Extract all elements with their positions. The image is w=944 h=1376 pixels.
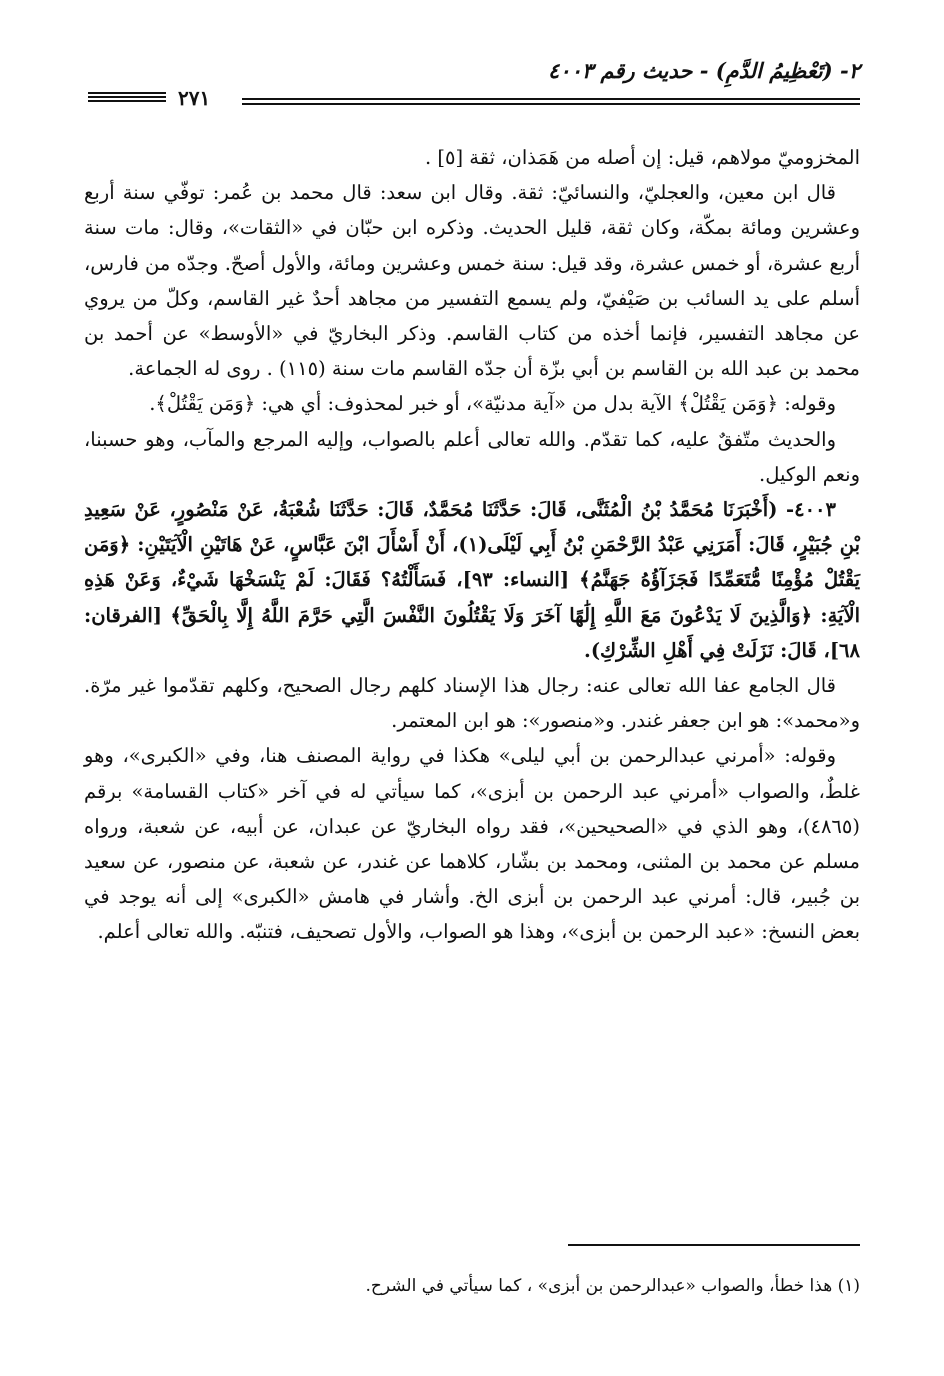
- page-number: ٢٧١: [170, 86, 218, 110]
- hadith-4003: ٤٠٠٣- (أَخْبَرَنَا مُحَمَّدُ بْنُ الْمُثَنَّى، قَالَ: حَدَّثَنَا مُحَمَّدٌ، قَالَ: حَدَّثَنَا شُعْبَةُ، عَنْ مَنْصُورٍ، عَنْ سَعِيدِ بْنِ جُبَيْرٍ، قَالَ: أَمَرَنِي عَبْدُ الرَّحْمَنِ بْنُ أَبِي لَيْلَى(١)، أَنْ أَسْأَلَ ابْنَ عَبَّاسٍ، عَنْ هَاتَيْنِ الْآيَتَيْنِ: ﴿وَمَن يَقْتُلْ مُؤْمِنًا مُّتَعَمِّدًا فَجَزَآؤُهُ جَهَنَّمُ﴾ [النساء: ٩٣]، فَسَأَلْتُهُ؟ فَقَالَ: لَمْ يَنْسَخْهَا شَيْءٌ، وَعَنْ هَذِهِ الْآيَةِ: ﴿وَالَّذِينَ لَا يَدْعُونَ مَعَ اللَّهِ إِلَٰهًا آخَرَ وَلَا يَقْتُلُونَ النَّفْسَ الَّتِي حَرَّمَ اللَّهُ إِلَّا بِالْحَقِّ﴾ [الفرقان: ٦٨]، قَالَ: نَزَلَتْ فِي أَهْلِ الشِّرْكِ).: [84, 498, 860, 662]
- header-short-rule: [88, 92, 166, 108]
- running-header: [88, 58, 860, 114]
- main-text: [84, 140, 860, 950]
- paragraph-conclusion: والحديث متّفقٌ عليه، كما تقدّم. والله تعالى أعلم بالصواب، وإليه المرجع والمآب، وهو حسبنا، ونعم الوكيل.: [84, 427, 860, 486]
- paragraph-name-correction: وقوله: «أمرني عبدالرحمن بن أبي ليلى» هكذا في رواية المصنف هنا، وفي «الكبرى»، وهو غلطٌ، والصواب «أمرني عبد الرحمن بن أبزى»، كما سيأتي له في آخر «كتاب القسامة» برقم (٤٨٦٥)، وهو الذي في «الصحيحين»، فقد رواه البخاريّ عن عبدان، عن أبيه، عن شعبة، ورواه مسلم عن محمد بن المثنى، ومحمد بن بشّار، كلاهما عن غندر، عن شعبة، عن منصور، عن سعيد بن جُبير، قال: أمرني عبد الرحمن بن أبزى الخ. وأشار في هامش «الكبرى» إلى أنه يوجد في بعض النسخ: «عبد الرحمن بن أبزى»، وهذا هو الصواب، والأول تصحيف، فتنبّه. والله تعالى أعلم.: [84, 744, 860, 944]
- footnote-1: (١) هذا خطأ، والصواب «عبدالرحمن بن أبزى» ، كما سيأتي في الشرح.: [365, 1276, 860, 1296]
- footnote-separator: [568, 1244, 860, 1246]
- paragraph-narrator-bio: قال ابن معين، والعجليّ، والنسائيّ: ثقة. وقال ابن سعد: قال محمد بن عُمر: توفّي سنة أربع وعشرين ومائة بمكّة، وكان ثقة، قليل الحديث. وذكره ابن حبّان في «الثقات»، وقال: مات سنة أربع عشرة، أو خمس عشرة، وقد قيل: سنة خمس وعشرين ومائة، والأول أصحّ. وجدّه من فارس، أسلم على يد السائب بن صَيْفيّ، ولم يسمع التفسير من مجاهد أحدٌ غير القاسم، وكلّ من يروي عن مجاهد التفسير، فإنما أخذه من كتاب القاسم. وذكر البخاريّ في «الأوسط» عن أحمد بن محمد بن عبد الله بن القاسم بن أبي بزّة أن جدّه القاسم مات سنة (١١٥) . روى له الجماعة.: [84, 181, 860, 381]
- paragraph-isnad-commentary: قال الجامع عفا الله تعالى عنه: رجال هذا الإسناد كلهم رجال الصحيح، وكلهم تقدّموا غير مرّة. و«محمد»: هو ابن جعفر غندر. و«منصور»: هو ابن المعتمر.: [84, 674, 860, 733]
- header-title: ٢- (تَعْظِيمُ الدَّمِ) - حديث رقم ٤٠٠٣: [548, 58, 860, 83]
- paragraph-verse-grammar: وقوله: ﴿وَمَن يَقْتُلْ﴾ الآية بدل من «آية مدنيّة»، أو خبر لمحذوف: أي هي: ﴿وَمَن يَقْتُلْ﴾.: [149, 392, 836, 416]
- header-double-rule: [242, 98, 860, 105]
- paragraph-continuation: المخزوميّ مولاهم، قيل: إن أصله من هَمَذان، ثقة [٥] .: [424, 146, 860, 169]
